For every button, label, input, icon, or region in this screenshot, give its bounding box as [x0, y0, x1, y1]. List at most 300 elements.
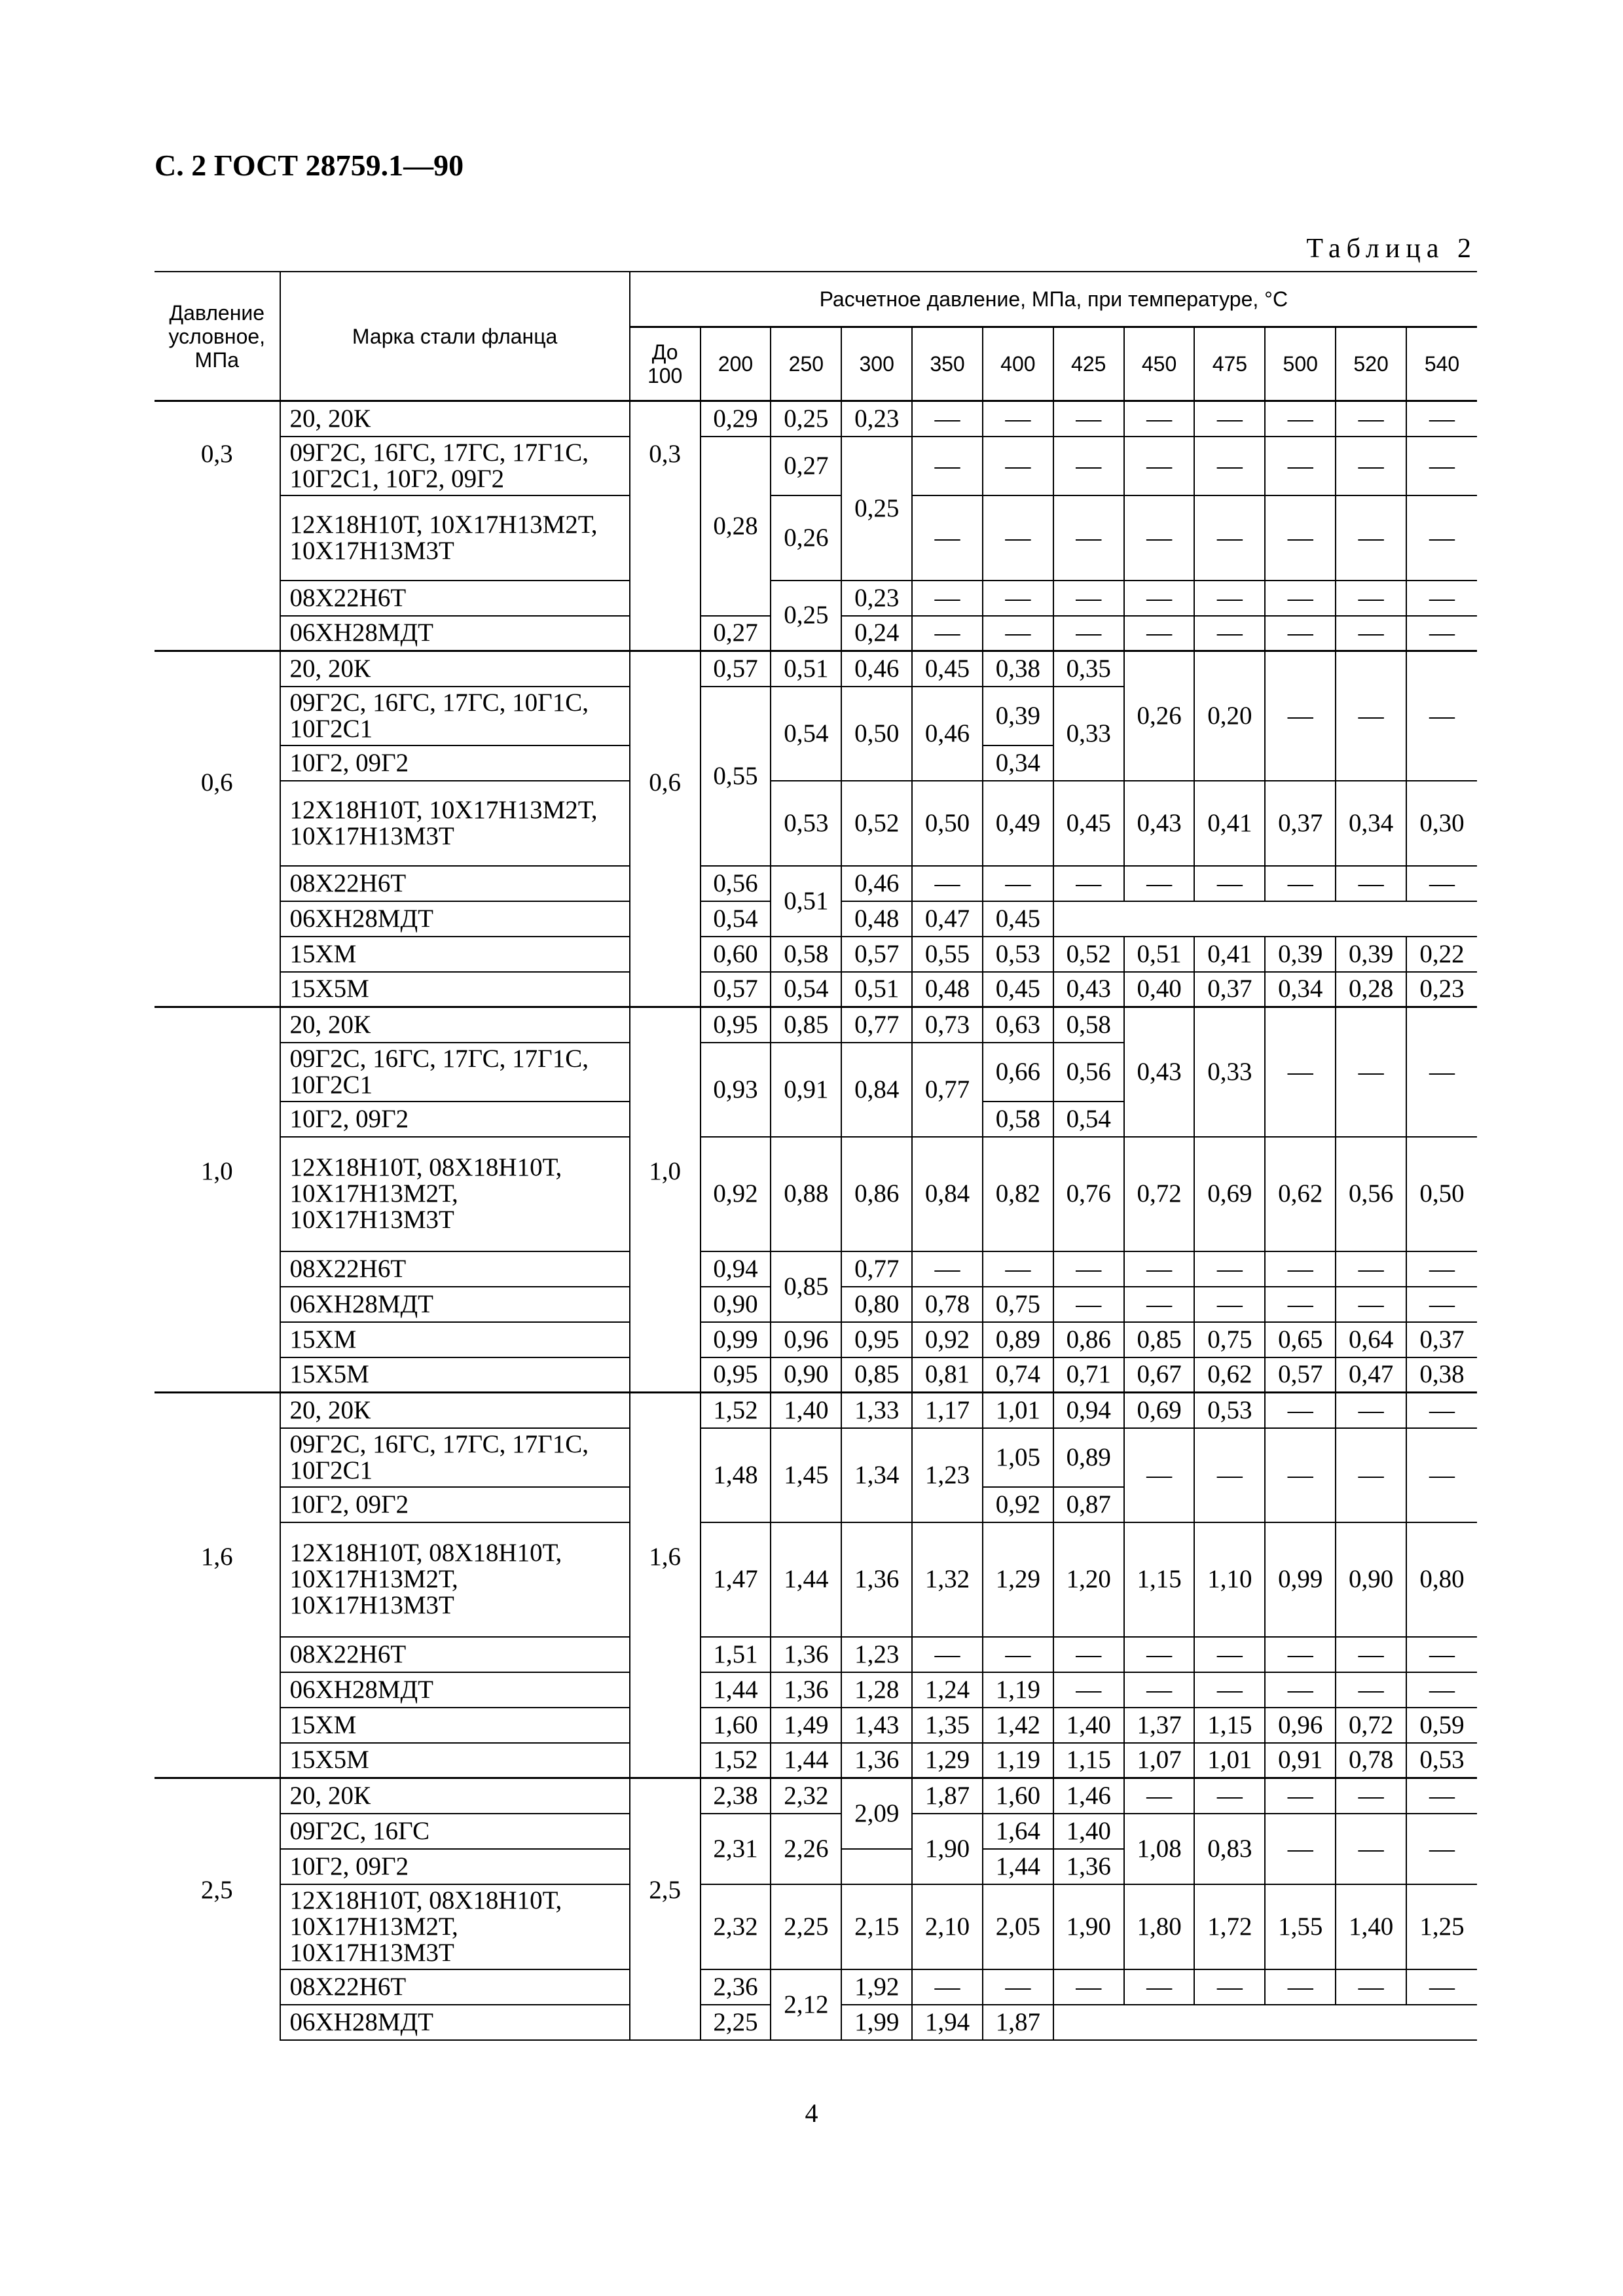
calc-pressure-cell: 0,50 [1406, 1137, 1477, 1251]
table-row [155, 1251, 1477, 1287]
calc-pressure-cell: 1,17 [912, 1393, 983, 1428]
steel-grade-cell: 20, 20К [280, 1393, 630, 1428]
calc-pressure-cell: 0,53 [1406, 1743, 1477, 1778]
temp-header: 475 [1194, 327, 1265, 401]
steel-grade-cell: 09Г2С, 16ГС, 17ГС, 17Г1С, 10Г2С1 [280, 1043, 630, 1102]
calc-pressure-cell: 1,15 [1053, 1743, 1124, 1778]
calc-pressure-cell: 0,95 [701, 1007, 771, 1043]
calc-pressure-cell: 0,53 [983, 937, 1053, 972]
calc-pressure-cell: 0,23 [841, 401, 912, 437]
calc-pressure-cell: 0,33 [1053, 687, 1124, 781]
calc-pressure-cell: 0,34 [983, 745, 1053, 781]
calc-pressure-cell: 1,90 [912, 1814, 983, 1884]
calc-pressure-cell: 0,39 [1265, 937, 1336, 972]
calc-pressure-cell: — [1053, 1637, 1124, 1672]
calc-pressure-cell: 0,88 [771, 1137, 841, 1251]
calc-pressure-cell: 0,67 [1124, 1357, 1195, 1393]
calc-pressure-cell: 0,86 [841, 1137, 912, 1251]
calc-pressure-cell: 0,46 [912, 687, 983, 781]
calc-pressure-cell: — [1124, 581, 1195, 616]
calc-pressure-cell: 1,35 [912, 1708, 983, 1743]
calc-pressure-cell: — [983, 1251, 1053, 1287]
calc-pressure-cell: 0,73 [912, 1007, 983, 1043]
calc-pressure-cell: 0,20 [1194, 651, 1265, 781]
col-header-grade: Марка стали фланца [280, 272, 630, 401]
calc-pressure-cell: 0,35 [1053, 651, 1124, 687]
calc-pressure-cell: — [1336, 1393, 1406, 1428]
calc-pressure-cell: 0,83 [1194, 1814, 1265, 1884]
calc-pressure-cell: 0,96 [1265, 1708, 1336, 1743]
calc-pressure-cell: 2,15 [841, 1884, 912, 1969]
table-row [155, 1428, 1477, 1487]
calc-pressure-cell: — [1265, 1287, 1336, 1322]
calc-pressure-cell: 0,45 [983, 901, 1053, 937]
calc-pressure-cell: — [1053, 1251, 1124, 1287]
calc-pressure-cell: 0,43 [1053, 972, 1124, 1007]
calc-pressure-cell: — [1194, 1287, 1265, 1322]
calc-pressure-cell: 1,49 [771, 1708, 841, 1743]
calc-pressure-cell: 0,77 [841, 1251, 912, 1287]
calc-pressure-cell: — [1053, 581, 1124, 616]
calc-pressure-cell: — [1194, 1251, 1265, 1287]
calc-pressure-cell: 0,37 [1265, 781, 1336, 866]
table-row [155, 651, 1477, 687]
calc-pressure-cell: — [1336, 866, 1406, 901]
calc-pressure-cell: — [1194, 1778, 1265, 1814]
calc-pressure-cell: — [1194, 437, 1265, 495]
calc-pressure-cell: — [912, 1251, 983, 1287]
calc-pressure-cell: 0,63 [983, 1007, 1053, 1043]
table-row [155, 1522, 1477, 1637]
calc-pressure-cell: — [1194, 616, 1265, 651]
calc-pressure-cell: — [912, 581, 983, 616]
calc-pressure-cell: 0,90 [1336, 1522, 1406, 1637]
calc-pressure-cell: 1,42 [983, 1708, 1053, 1743]
calc-pressure-cell: — [1406, 1428, 1477, 1522]
temp-header: 250 [771, 327, 841, 401]
calc-pressure-cell: 0,25 [771, 581, 841, 651]
calc-pressure-cell: 0,55 [912, 937, 983, 972]
calc-pressure-cell: 1,44 [983, 1849, 1053, 1884]
temp-header: 200 [701, 327, 771, 401]
table-row [155, 495, 1477, 581]
steel-grade-cell: 20, 20К [280, 1007, 630, 1043]
calc-pressure-cell: — [912, 1969, 983, 2005]
calc-pressure-cell: — [1265, 401, 1336, 437]
calc-pressure-cell: — [1265, 437, 1336, 495]
calc-pressure-cell: 2,36 [701, 1969, 771, 2005]
calc-pressure-cell: 1,87 [983, 2005, 1053, 2040]
calc-pressure-cell: — [1124, 495, 1195, 581]
calc-pressure-cell: — [912, 401, 983, 437]
steel-grade-cell: 15Х5М [280, 972, 630, 1007]
table-row [155, 972, 1477, 1007]
calc-pressure-cell: 0,26 [771, 495, 841, 581]
calc-pressure-cell: 1,25 [1406, 1884, 1477, 1969]
calc-pressure-cell: 0,94 [701, 1251, 771, 1287]
calc-pressure-cell: 0,51 [841, 972, 912, 1007]
calc-pressure-cell: 0,40 [1124, 972, 1195, 1007]
pressure-table [155, 271, 1477, 2041]
steel-grade-cell: 12Х18Н10Т, 10Х17Н13М2Т, 10Х17Н13М3Т [280, 495, 630, 581]
calc-pressure-cell: 1,33 [841, 1393, 912, 1428]
calc-pressure-cell: 1,08 [1124, 1814, 1195, 1884]
calc-pressure-cell: 1,60 [701, 1708, 771, 1743]
calc-pressure-cell: 0,38 [983, 651, 1053, 687]
calc-pressure-cell: 2,32 [701, 1884, 771, 1969]
calc-pressure-cell: 0,91 [771, 1043, 841, 1137]
steel-grade-cell: 12Х18Н10Т, 10Х17Н13М2Т, 10Х17Н13М3Т [280, 781, 630, 866]
steel-grade-cell: 06ХН28МДТ [280, 1287, 630, 1322]
steel-grade-cell: 12Х18Н10Т, 08Х18Н10Т, 10Х17Н13М2Т, 10Х17Н13М3Т [280, 1522, 630, 1637]
calc-pressure-cell: — [1194, 401, 1265, 437]
table-row [155, 937, 1477, 972]
temp-header: 300 [841, 327, 912, 401]
steel-grade-cell: 12Х18Н10Т, 08Х18Н10Т, 10Х17Н13М2Т, 10Х17Н13М3Т [280, 1137, 630, 1251]
calc-pressure-cell: 0,60 [701, 937, 771, 972]
table-row [155, 1814, 1477, 1849]
calc-pressure-cell: 0,77 [912, 1043, 983, 1137]
calc-pressure-cell: — [1336, 1672, 1406, 1708]
calc-pressure-cell: — [1336, 437, 1406, 495]
calc-pressure-cell: 1,24 [912, 1672, 983, 1708]
calc-pressure-cell: 0,48 [841, 901, 912, 937]
calc-pressure-cell: 0,50 [841, 687, 912, 781]
calc-pressure-cell: 1,29 [912, 1743, 983, 1778]
table-row [155, 1637, 1477, 1672]
calc-pressure-cell: 2,10 [912, 1884, 983, 1969]
calc-pressure-cell: — [1406, 1287, 1477, 1322]
calc-pressure-cell: 0,57 [701, 651, 771, 687]
calc-pressure-cell: 0,38 [1406, 1357, 1477, 1393]
calc-pressure-cell: 0,27 [771, 437, 841, 495]
table-row [155, 1778, 1477, 1814]
calc-pressure-cell: 0,86 [1053, 1322, 1124, 1357]
calc-pressure-cell: 1,23 [912, 1428, 983, 1522]
temp-header: До 100 [630, 327, 701, 401]
calc-pressure-cell: 0,54 [701, 901, 771, 937]
calc-pressure-cell: — [1265, 1637, 1336, 1672]
calc-pressure-cell: 2,26 [771, 1814, 841, 1884]
calc-pressure-cell: 0,93 [701, 1043, 771, 1137]
calc-pressure-cell: — [1265, 495, 1336, 581]
calc-pressure-cell: — [983, 866, 1053, 901]
calc-pressure-cell: 0,49 [983, 781, 1053, 866]
calc-pressure-cell: 0,84 [841, 1043, 912, 1137]
calc-pressure-cell: 0,95 [841, 1322, 912, 1357]
calc-pressure-cell: 0,72 [1124, 1137, 1195, 1251]
table-row [155, 1672, 1477, 1708]
calc-pressure-cell: 1,36 [771, 1637, 841, 1672]
calc-pressure-cell: 0,57 [701, 972, 771, 1007]
col-header-calc: Расчетное давление, МПа, при температуре, °С [630, 272, 1477, 327]
calc-pressure-cell: 0,53 [1194, 1393, 1265, 1428]
calc-pressure-cell: 1,36 [841, 1743, 912, 1778]
calc-pressure-cell: — [1406, 1778, 1477, 1814]
calc-pressure-cell: 1,19 [983, 1672, 1053, 1708]
table-row [155, 1137, 1477, 1251]
calc-pressure-cell: — [1124, 1428, 1195, 1522]
calc-pressure-cell: 1,34 [841, 1428, 912, 1522]
calc-pressure-cell: 1,23 [841, 1637, 912, 1672]
calc-pressure-100-cell: 0,6 [630, 651, 701, 1007]
calc-pressure-cell: 1,40 [1053, 1708, 1124, 1743]
steel-grade-cell: 06ХН28МДТ [280, 901, 630, 937]
calc-pressure-cell: 2,25 [771, 1884, 841, 1969]
calc-pressure-cell: — [1336, 1287, 1406, 1322]
calc-pressure-cell: — [1124, 1287, 1195, 1322]
calc-pressure-cell: 0,85 [771, 1251, 841, 1322]
calc-pressure-cell: 0,28 [1336, 972, 1406, 1007]
table-row [155, 1969, 1477, 2005]
calc-pressure-cell: 1,46 [1053, 1778, 1124, 1814]
calc-pressure-cell: 0,58 [771, 937, 841, 972]
calc-pressure-cell: 1,52 [701, 1393, 771, 1428]
calc-pressure-cell: — [983, 616, 1053, 651]
calc-pressure-cell: 0,37 [1194, 972, 1265, 1007]
calc-pressure-cell: — [1336, 651, 1406, 781]
calc-pressure-cell: 0,29 [701, 401, 771, 437]
calc-pressure-cell: — [1265, 1251, 1336, 1287]
calc-pressure-cell: 1,99 [841, 2005, 912, 2040]
calc-pressure-cell [1053, 901, 1477, 937]
calc-pressure-cell: 0,39 [983, 687, 1053, 745]
calc-pressure-cell: — [1336, 1969, 1406, 2005]
calc-pressure-cell: 0,77 [841, 1007, 912, 1043]
calc-pressure-cell: 1,36 [1053, 1849, 1124, 1884]
nominal-pressure-cell: 1,0 [155, 1007, 280, 1393]
calc-pressure-cell: — [1265, 866, 1336, 901]
calc-pressure-cell: — [1053, 866, 1124, 901]
calc-pressure-cell: 1,52 [701, 1743, 771, 1778]
calc-pressure-cell: — [1265, 1969, 1336, 2005]
calc-pressure-cell: — [1265, 1428, 1336, 1522]
calc-pressure-cell: 1,44 [701, 1672, 771, 1708]
calc-pressure-cell: 0,39 [1336, 937, 1406, 972]
calc-pressure-100-cell: 1,6 [630, 1393, 701, 1778]
calc-pressure-cell: 1,51 [701, 1637, 771, 1672]
calc-pressure-cell: — [1406, 651, 1477, 781]
calc-pressure-cell: — [1265, 651, 1336, 781]
calc-pressure-cell: 0,62 [1265, 1137, 1336, 1251]
calc-pressure-cell: 1,47 [701, 1522, 771, 1637]
temp-header: 500 [1265, 327, 1336, 401]
calc-pressure-cell: 0,53 [771, 781, 841, 866]
calc-pressure-cell: 0,25 [771, 401, 841, 437]
calc-pressure-cell: — [912, 1637, 983, 1672]
calc-pressure-cell: — [1194, 1969, 1265, 2005]
calc-pressure-cell: — [1124, 1969, 1195, 2005]
calc-pressure-cell: 0,51 [771, 651, 841, 687]
calc-pressure-cell: 0,99 [701, 1322, 771, 1357]
calc-pressure-cell: 0,26 [1124, 651, 1195, 781]
calc-pressure-cell: 0,84 [912, 1137, 983, 1251]
calc-pressure-cell: 0,47 [1336, 1357, 1406, 1393]
calc-pressure-cell: 1,72 [1194, 1884, 1265, 1969]
calc-pressure-cell: 0,82 [983, 1137, 1053, 1251]
calc-pressure-cell [841, 1849, 912, 1884]
calc-pressure-cell: 1,01 [983, 1393, 1053, 1428]
calc-pressure-cell: — [1053, 495, 1124, 581]
calc-pressure-cell: 1,48 [701, 1428, 771, 1522]
calc-pressure-cell: 0,41 [1194, 937, 1265, 972]
calc-pressure-cell: — [1124, 866, 1195, 901]
table-row [155, 1743, 1477, 1778]
table-row [155, 1393, 1477, 1428]
calc-pressure-cell: — [1336, 1814, 1406, 1884]
steel-grade-cell: 10Г2, 09Г2 [280, 1487, 630, 1522]
calc-pressure-cell: — [1406, 401, 1477, 437]
calc-pressure-cell: 0,34 [1265, 972, 1336, 1007]
calc-pressure-cell: — [1265, 1814, 1336, 1884]
steel-grade-cell: 15ХМ [280, 937, 630, 972]
calc-pressure-cell: 0,50 [912, 781, 983, 866]
calc-pressure-cell: 0,46 [841, 866, 912, 901]
calc-pressure-cell: — [1124, 616, 1195, 651]
calc-pressure-cell: 1,19 [983, 1743, 1053, 1778]
calc-pressure-cell: — [1053, 1287, 1124, 1322]
calc-pressure-cell: — [1194, 1672, 1265, 1708]
temp-header: 350 [912, 327, 983, 401]
calc-pressure-cell: 1,40 [1053, 1814, 1124, 1849]
calc-pressure-cell: 0,54 [771, 972, 841, 1007]
calc-pressure-cell: 0,89 [1053, 1428, 1124, 1487]
calc-pressure-cell: 0,85 [841, 1357, 912, 1393]
calc-pressure-cell: 1,15 [1194, 1708, 1265, 1743]
calc-pressure-cell: — [983, 581, 1053, 616]
calc-pressure-cell: 0,51 [1124, 937, 1195, 972]
calc-pressure-cell: — [1265, 581, 1336, 616]
calc-pressure-cell: 0,56 [701, 866, 771, 901]
calc-pressure-cell: 1,01 [1194, 1743, 1265, 1778]
calc-pressure-cell: 0,66 [983, 1043, 1053, 1102]
calc-pressure-cell: 2,25 [701, 2005, 771, 2040]
calc-pressure-cell: — [983, 495, 1053, 581]
calc-pressure-cell: 0,58 [1053, 1007, 1124, 1043]
calc-pressure-cell: 0,23 [841, 581, 912, 616]
table-row [155, 1357, 1477, 1393]
steel-grade-cell: 08Х22Н6Т [280, 1637, 630, 1672]
calc-pressure-cell: — [1336, 1778, 1406, 1814]
calc-pressure-cell: 1,29 [983, 1522, 1053, 1637]
temp-header: 400 [983, 327, 1053, 401]
calc-pressure-cell: — [1406, 437, 1477, 495]
calc-pressure-cell: 0,62 [1194, 1357, 1265, 1393]
calc-pressure-cell: 1,80 [1124, 1884, 1195, 1969]
calc-pressure-cell: 0,23 [1406, 972, 1477, 1007]
steel-grade-cell: 20, 20К [280, 401, 630, 437]
steel-grade-cell: 06ХН28МДТ [280, 616, 630, 651]
calc-pressure-cell: 1,92 [841, 1969, 912, 2005]
calc-pressure-cell: 0,51 [771, 866, 841, 937]
calc-pressure-cell: — [1406, 1007, 1477, 1137]
table-row [155, 1007, 1477, 1043]
calc-pressure-cell: 1,36 [841, 1522, 912, 1637]
calc-pressure-cell: — [1194, 866, 1265, 901]
calc-pressure-100-cell: 0,3 [630, 401, 701, 651]
steel-grade-cell: 20, 20К [280, 651, 630, 687]
table-row [155, 1884, 1477, 1969]
calc-pressure-cell: 0,45 [983, 972, 1053, 1007]
temp-header: 425 [1053, 327, 1124, 401]
calc-pressure-cell: — [983, 1637, 1053, 1672]
calc-pressure-cell: 1,55 [1265, 1884, 1336, 1969]
calc-pressure-cell: 2,05 [983, 1884, 1053, 1969]
calc-pressure-cell: 0,89 [983, 1322, 1053, 1357]
calc-pressure-cell: 0,95 [701, 1357, 771, 1393]
table-row [155, 581, 1477, 616]
calc-pressure-cell: 0,45 [1053, 781, 1124, 866]
steel-grade-cell: 09Г2С, 16ГС [280, 1814, 630, 1849]
calc-pressure-cell: 0,72 [1336, 1708, 1406, 1743]
calc-pressure-cell: — [1194, 581, 1265, 616]
calc-pressure-cell: — [1406, 1393, 1477, 1428]
calc-pressure-cell: 0,58 [983, 1102, 1053, 1137]
calc-pressure-cell: — [1406, 1814, 1477, 1884]
calc-pressure-cell: 0,94 [1053, 1393, 1124, 1428]
calc-pressure-cell: 2,31 [701, 1814, 771, 1884]
calc-pressure-cell: 1,10 [1194, 1522, 1265, 1637]
calc-pressure-cell: 2,12 [771, 1969, 841, 2040]
steel-grade-cell: 06ХН28МДТ [280, 2005, 630, 2040]
steel-grade-cell: 08Х22Н6Т [280, 1969, 630, 2005]
calc-pressure-cell: 0,54 [1053, 1102, 1124, 1137]
calc-pressure-cell: 0,69 [1194, 1137, 1265, 1251]
calc-pressure-cell: 0,92 [983, 1487, 1053, 1522]
calc-pressure-cell: — [1406, 581, 1477, 616]
calc-pressure-cell: 0,71 [1053, 1357, 1124, 1393]
calc-pressure-cell: 0,87 [1053, 1487, 1124, 1522]
steel-grade-cell: 09Г2С, 16ГС, 17ГС, 17Г1С, 10Г2С1, 10Г2, 09Г2 [280, 437, 630, 495]
calc-pressure-cell: 1,07 [1124, 1743, 1195, 1778]
page-number: 4 [805, 2098, 818, 2128]
table-row [155, 1708, 1477, 1743]
table-row [155, 401, 1477, 437]
calc-pressure-cell: — [1265, 1007, 1336, 1137]
calc-pressure-cell: — [1406, 1637, 1477, 1672]
calc-pressure-cell: 1,60 [983, 1778, 1053, 1814]
calc-pressure-cell: — [1265, 1393, 1336, 1428]
calc-pressure-cell: 0,57 [841, 937, 912, 972]
calc-pressure-cell: 0,78 [1336, 1743, 1406, 1778]
calc-pressure-100-cell: 2,5 [630, 1778, 701, 2040]
calc-pressure-cell: — [1194, 1637, 1265, 1672]
steel-grade-cell: 10Г2, 09Г2 [280, 1849, 630, 1884]
calc-pressure-cell: — [1053, 437, 1124, 495]
calc-pressure-cell: 0,24 [841, 616, 912, 651]
calc-pressure-cell: 0,56 [1053, 1043, 1124, 1102]
calc-pressure-cell: 0,55 [701, 687, 771, 866]
calc-pressure-cell: 0,45 [912, 651, 983, 687]
calc-pressure-cell: 0,92 [701, 1137, 771, 1251]
calc-pressure-cell: 0,92 [912, 1322, 983, 1357]
calc-pressure-cell: — [1265, 1778, 1336, 1814]
calc-pressure-cell: 0,78 [912, 1287, 983, 1322]
calc-pressure-cell: — [1124, 401, 1195, 437]
calc-pressure-cell: 0,75 [1194, 1322, 1265, 1357]
calc-pressure-cell: 1,32 [912, 1522, 983, 1637]
calc-pressure-cell: 0,27 [701, 616, 771, 651]
calc-pressure-cell: — [1406, 866, 1477, 901]
calc-pressure-cell: 0,46 [841, 651, 912, 687]
table-row [155, 781, 1477, 866]
steel-grade-cell: 09Г2С, 16ГС, 17ГС, 10Г1С, 10Г2С1 [280, 687, 630, 745]
calc-pressure-cell: 0,99 [1265, 1522, 1336, 1637]
steel-grade-cell: 15ХМ [280, 1322, 630, 1357]
temp-header: 540 [1406, 327, 1477, 401]
calc-pressure-cell: 1,37 [1124, 1708, 1195, 1743]
calc-pressure-cell: 1,40 [771, 1393, 841, 1428]
